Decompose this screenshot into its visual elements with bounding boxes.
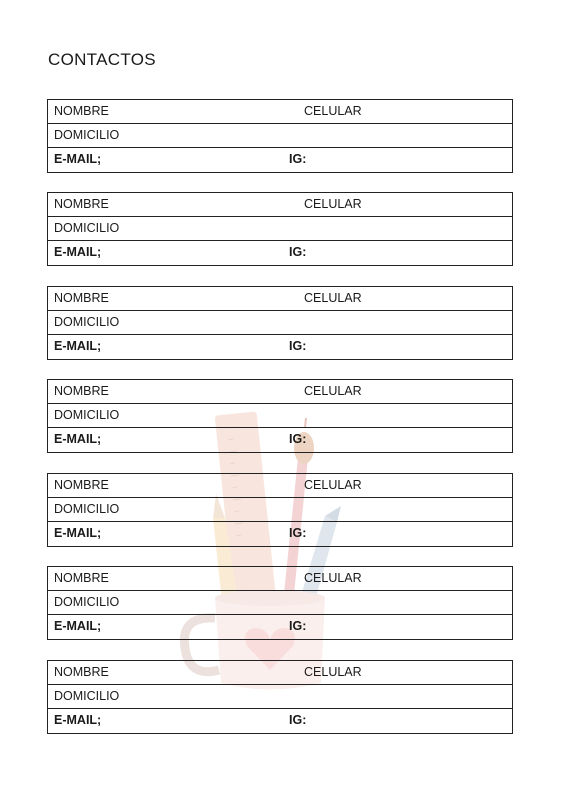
contact-card xyxy=(47,379,513,453)
name-label: NOMBRE xyxy=(54,291,109,305)
email-row[interactable] xyxy=(48,522,512,546)
address-row[interactable] xyxy=(48,498,512,522)
name-label: NOMBRE xyxy=(54,478,109,492)
phone-label: CELULAR xyxy=(304,104,362,118)
address-label: DOMICILIO xyxy=(54,221,120,235)
contact-card xyxy=(47,566,513,640)
name-label: NOMBRE xyxy=(54,665,109,679)
address-row[interactable] xyxy=(48,404,512,428)
address-label: DOMICILIO xyxy=(54,502,120,516)
address-label: DOMICILIO xyxy=(54,595,120,609)
email-row[interactable] xyxy=(48,615,512,639)
email-label: E-MAIL; xyxy=(54,245,102,259)
name-row[interactable] xyxy=(48,567,512,591)
email-row[interactable] xyxy=(48,335,512,359)
ig-label: IG: xyxy=(289,713,307,727)
ig-label: IG: xyxy=(289,245,307,259)
address-label: DOMICILIO xyxy=(54,408,120,422)
name-label: NOMBRE xyxy=(54,384,109,398)
contact-card xyxy=(47,660,513,734)
name-row[interactable] xyxy=(48,193,512,217)
email-label: E-MAIL; xyxy=(54,619,102,633)
ig-label: IG: xyxy=(289,526,307,540)
email-label: E-MAIL; xyxy=(54,432,102,446)
address-row[interactable] xyxy=(48,311,512,335)
address-row[interactable] xyxy=(48,217,512,241)
address-label: DOMICILIO xyxy=(54,689,120,703)
phone-label: CELULAR xyxy=(304,478,362,492)
name-label: NOMBRE xyxy=(54,104,109,118)
contact-card xyxy=(47,99,513,173)
name-row[interactable] xyxy=(48,474,512,498)
phone-label: CELULAR xyxy=(304,571,362,585)
email-label: E-MAIL; xyxy=(54,152,102,166)
address-row[interactable] xyxy=(48,124,512,148)
name-row[interactable] xyxy=(48,100,512,124)
email-row[interactable] xyxy=(48,428,512,452)
name-label: NOMBRE xyxy=(54,197,109,211)
name-label: NOMBRE xyxy=(54,571,109,585)
ig-label: IG: xyxy=(289,432,307,446)
phone-label: CELULAR xyxy=(304,665,362,679)
contact-card xyxy=(47,286,513,360)
name-row[interactable] xyxy=(48,287,512,311)
phone-label: CELULAR xyxy=(304,384,362,398)
phone-label: CELULAR xyxy=(304,291,362,305)
email-label: E-MAIL; xyxy=(54,713,102,727)
email-row[interactable] xyxy=(48,241,512,265)
phone-label: CELULAR xyxy=(304,197,362,211)
page-title: CONTACTOS xyxy=(48,50,156,69)
email-label: E-MAIL; xyxy=(54,339,102,353)
address-row[interactable] xyxy=(48,591,512,615)
address-row[interactable] xyxy=(48,685,512,709)
contact-card xyxy=(47,192,513,266)
contact-card xyxy=(47,473,513,547)
ig-label: IG: xyxy=(289,619,307,633)
address-label: DOMICILIO xyxy=(54,315,120,329)
name-row[interactable] xyxy=(48,661,512,685)
email-row[interactable] xyxy=(48,148,512,172)
ig-label: IG: xyxy=(289,152,307,166)
email-row[interactable] xyxy=(48,709,512,733)
email-label: E-MAIL; xyxy=(54,526,102,540)
address-label: DOMICILIO xyxy=(54,128,120,142)
ig-label: IG: xyxy=(289,339,307,353)
name-row[interactable] xyxy=(48,380,512,404)
